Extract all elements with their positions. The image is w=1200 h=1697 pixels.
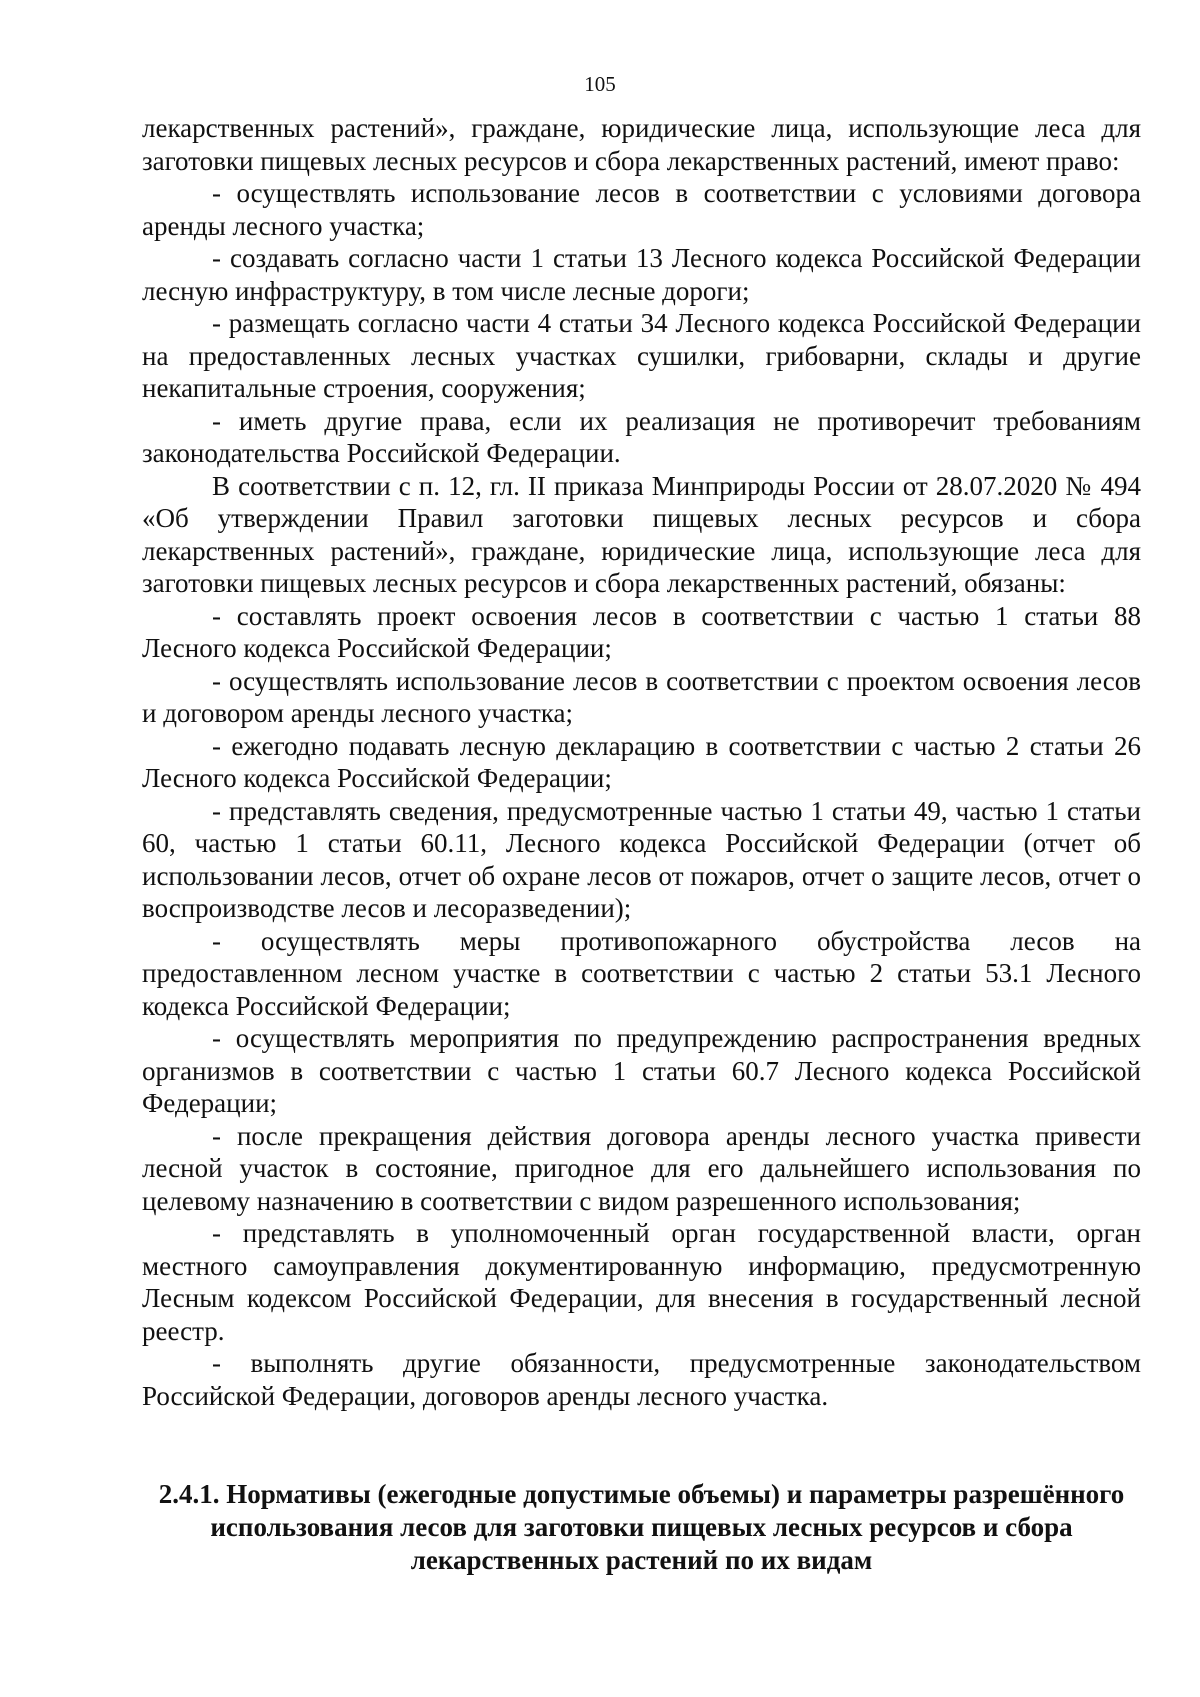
paragraph-obligation-5: - осуществлять меры противопожарного обустройства лесов на предоставленном лесном участке в соответствии с частью 2 статьи 53.1 Лесного кодекса Российской Федерации; [142,925,1141,1021]
paragraph-obligation-4: - представлять сведения, предусмотренные частью 1 статьи 49, частью 1 статьи 60, частью 1 статьи 60.11, Лесного кодекса Российской Федерации (отчет об использовании лесов, отчет об охране лесов от пожаров, отчет о защите лесов, отчет о воспроизводстве лесов и лесоразведении); [142,795,1141,923]
paragraph-obligation-2: - осуществлять использование лесов в соответствии с проектом освоения лесов и договором аренды лесного участка; [142,665,1141,728]
section-heading: 2.4.1. Нормативы (ежегодные допустимые объемы) и параметры разрешённого использования лесов для заготовки пищевых лесных ресурсов и сбора лекарственных растений по их видам [158,1479,1125,1575]
paragraph-obligation-3: - ежегодно подавать лесную декларацию в соответствии с частью 2 статьи 26 Лесного кодекса Российской Федерации; [142,730,1141,793]
paragraph-obligation-1: - составлять проект освоения лесов в соответствии с частью 1 статьи 88 Лесного кодекса Российской Федерации; [142,600,1141,663]
paragraph-right-2: - создавать согласно части 1 статьи 13 Лесного кодекса Российской Федерации лесную инфраструктуру, в том числе лесные дороги; [142,243,1141,306]
paragraph-right-3: - размещать согласно части 4 статьи 34 Лесного кодекса Российской Федерации на предоставленных лесных участках сушилки, грибоварни, склады и другие некапитальные строения, сооружения; [142,308,1141,403]
paragraph-right-4: - иметь другие права, если их реализация не противоречит требованиям законодательства Российской Федерации. [142,405,1141,468]
page-number: 105 [584,72,616,96]
paragraph-obligation-6: - осуществлять мероприятия по предупреждению распространения вредных организмов в соответствии с частью 1 статьи 60.7 Лесного кодекса Российской Федерации; [142,1023,1141,1118]
paragraph-right-1: - осуществлять использование лесов в соответствии с условиями договора аренды лесного участка; [142,178,1141,241]
body-text [142,112,1141,1412]
paragraph-obligation-7: - после прекращения действия договора аренды лесного участка привести лесной участок в состояние, пригодное для его дальнейшего использования по целевому назначению в соответствии с видом разрешенного использования; [142,1120,1141,1216]
paragraph-continuation: лекарственных растений», граждане, юридические лица, использующие леса для заготовки пищевых лесных ресурсов и сбора лекарственных растений, имеют право: [142,113,1141,176]
paragraph-obligations-intro: В соответствии с п. 12, гл. II приказа Минприроды России от 28.07.2020 № 494 «Об утверждении Правил заготовки пищевых лесных ресурсов и сбора лекарственных растений», граждане, юридические лица, использующие леса для заготовки пищевых лесных ресурсов и сбора лекарственных растений, обязаны: [142,470,1141,598]
paragraph-obligation-8: - представлять в уполномоченный орган государственной власти, орган местного самоуправления документированную информацию, предусмотренную Лесным кодексом Российской Федерации, для внесения в государственный лесной реестр. [142,1218,1141,1346]
paragraph-obligation-9: - выполнять другие обязанности, предусмотренные законодательством Российской Федерации, договоров аренды лесного участка. [142,1348,1141,1411]
